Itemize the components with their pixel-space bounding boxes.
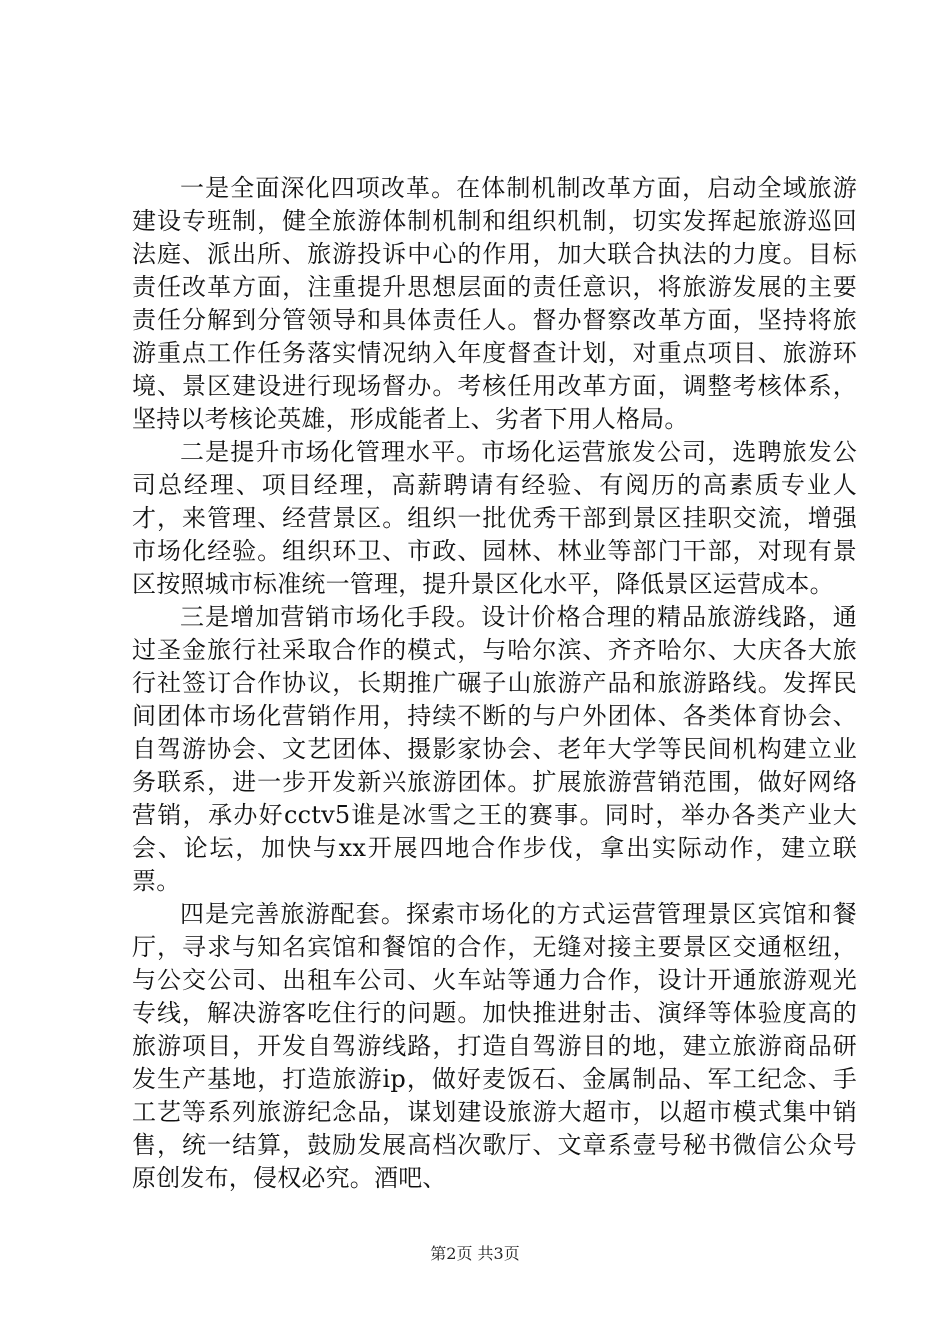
document-body [132,172,857,1195]
paragraph-market-management: 二是提升市场化管理水平。市场化运营旅发公司，选聘旅发公司总经理、项目经理，高薪聘请有经验、有阅历的高素质专业人才，来管理、经营景区。组织一批优秀干部到景区挂职交流，增强市场化经验。组织环卫、市政、园林、林业等部门干部，对现有景区按照城市标准统一管理，提升景区化水平，降低景区运营成本。 [132,438,857,598]
paragraph-supporting-facilities: 四是完善旅游配套。探索市场化的方式运营管理景区宾馆和餐厅，寻求与知名宾馆和餐馆的合作，无缝对接主要景区交通枢纽，与公交公司、出租车公司、火车站等通力合作，设计开通旅游观光专线，解决游客吃住行的问题。加快推进射击、演绎等体验度高的旅游项目，开发自驾游线路，打造自驾游目的地，建立旅游商品研发生产基地，打造旅游ip，做好麦饭石、金属制品、军工纪念、手工艺等系列旅游纪念品，谋划建设旅游大超市，以超市模式集中销售，统一结算，鼓励发展高档次歌厅、文章系壹号秘书微信公众号原创发布，侵权必究。酒吧、 [132,900,857,1192]
paragraph-marketing: 三是增加营销市场化手段。设计价格合理的精品旅游线路，通过圣金旅行社采取合作的模式，与哈尔滨、齐齐哈尔、大庆各大旅行社签订合作协议，长期推广碾子山旅游产品和旅游路线。发挥民间团体市场化营销作用，持续不断的与户外团体、各类体育协会、自驾游协会、文艺团体、摄影家协会、老年大学等民间机构建立业务联系，进一步开发新兴旅游团体。扩展旅游营销范围，做好网络营销，承办好cctv5谁是冰雪之王的赛事。同时，举办各类产业大会、论坛，加快与xx开展四地合作步伐，拿出实际动作，建立联票。 [132,603,857,895]
page-number-footer: 第2页 共3页 [430,1244,520,1263]
paragraph-reform: 一是全面深化四项改革。在体制机制改革方面，启动全域旅游建设专班制，健全旅游体制机制和组织机制，切实发挥起旅游巡回法庭、派出所、旅游投诉中心的作用，加大联合执法的力度。目标责任改革方面，注重提升思想层面的责任意识，将旅游发展的主要责任分解到分管领导和具体责任人。督办督察改革方面，坚持将旅游重点工作任务落实情况纳入年度督查计划，对重点项目、旅游环境、景区建设进行现场督办。考核任用改革方面，调整考核体系，坚持以考核论英雄，形成能者上、劣者下用人格局。 [132,174,857,433]
